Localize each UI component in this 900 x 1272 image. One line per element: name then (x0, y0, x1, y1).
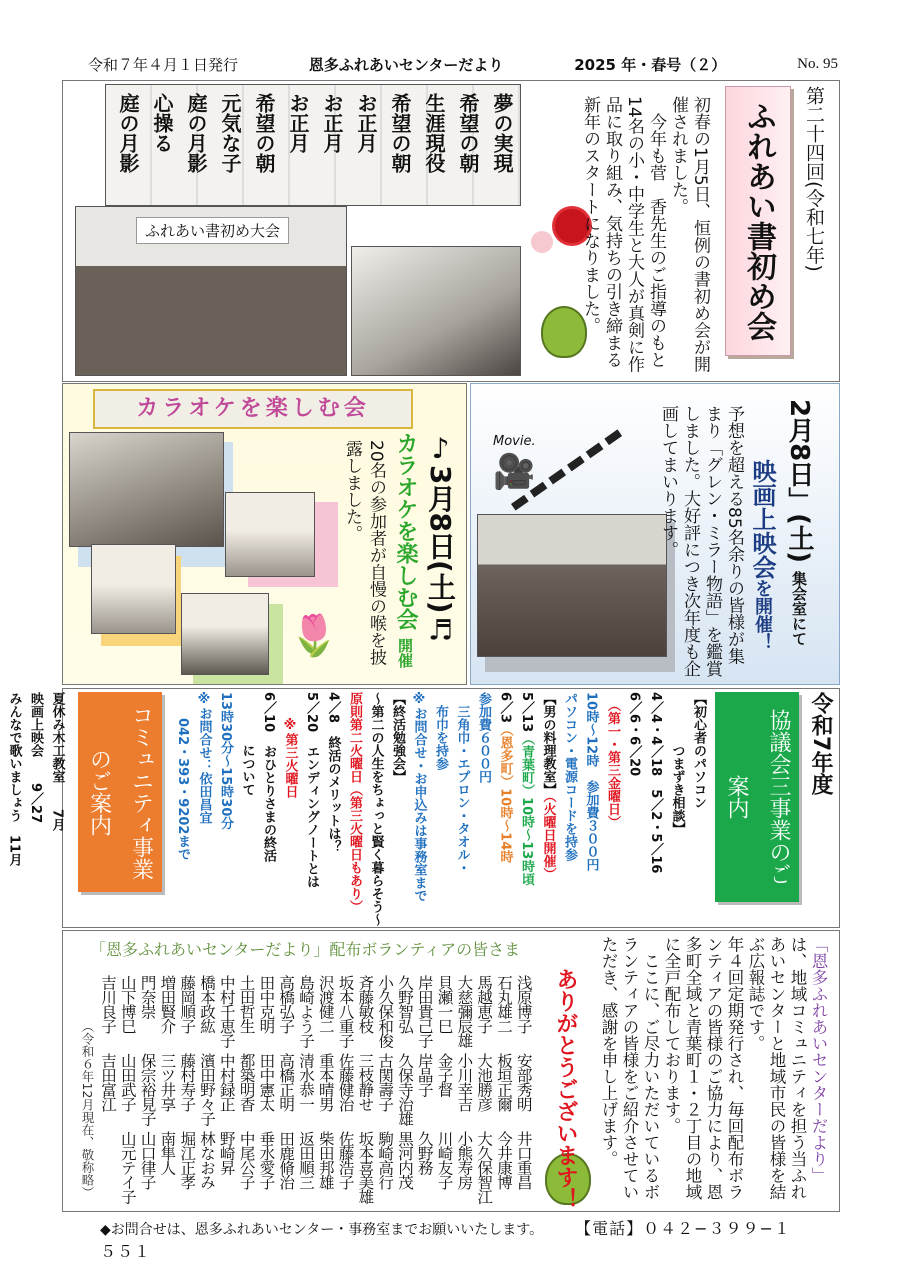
calligraphy-sheet: 生涯現役 (422, 93, 446, 173)
volunteer-name: 返田順三 (296, 1131, 315, 1189)
events-year: 令和7年度 (808, 692, 833, 796)
calligraphy-sheet: 庭の月影 (184, 93, 208, 173)
events-text (3, 692, 835, 928)
volunteer-name: 古関壽子 (376, 1053, 395, 1111)
event-line (623, 692, 645, 928)
event-line (580, 692, 602, 928)
movie-section (470, 383, 840, 685)
kakizome-section (62, 80, 840, 382)
karaoke-singer-photo (181, 593, 269, 675)
volunteer-name: 斉藤敏枝 (356, 975, 375, 1033)
event-line (602, 692, 624, 928)
kakizome-paragraph: 初春の1月5日、恒例の書初め会が開催されました。 (668, 96, 710, 373)
volunteer-name: 門奈崇 (138, 975, 157, 1019)
volunteer-name: 山元テイ子 (118, 1131, 137, 1204)
intro-paragraph: 年４回定期発行され、毎回配布ボランティアの皆様のご協力により、恩多町全域と青葉町１・２丁目の地域に全戸配布しております。 (662, 936, 744, 1200)
movie-event-suffix: を開催！ (752, 579, 773, 651)
volunteer-row (496, 975, 512, 1215)
thanks-message: ありがとうございます！ (553, 968, 578, 1210)
volunteer-name: 堀江正孝 (178, 1131, 197, 1189)
event-line (322, 692, 344, 928)
event-text: 6／10 おひとりさまの終活 (261, 692, 276, 863)
issue-label: 2025 年・春号（２） (574, 55, 727, 74)
volunteer-name: 三枝静せ (356, 1053, 375, 1111)
volunteer-name: 橋本政紘 (197, 975, 216, 1033)
event-line (215, 692, 237, 928)
event-text: 6／6・6／20 (626, 692, 642, 777)
event-text: 布巾を持参 (433, 692, 448, 770)
event-text: 【男の料理教室】 (540, 692, 556, 796)
issue-date: 令和７年４月１日発行 (88, 57, 239, 74)
volunteer-name: 吉川良子 (99, 975, 117, 1033)
event-line (279, 692, 301, 928)
calligraphy-sheet: 元気な子 (218, 93, 242, 173)
volunteer-row (199, 975, 215, 1215)
volunteer-row (516, 975, 532, 1215)
event-line (365, 692, 387, 928)
plum-flower-icon (531, 231, 553, 253)
event-line (688, 692, 710, 928)
volunteer-name: 今井康博 (494, 1131, 513, 1189)
calligraphy-sheet: お正月 (286, 93, 310, 153)
volunteer-name: 佐藤健治 (336, 1053, 355, 1111)
event-text: ※お問合せ：依田昌宜 (196, 692, 212, 824)
event-text: 10時～12時 参加費３００円 (583, 692, 599, 872)
volunteer-row (120, 975, 136, 1215)
volunteer-name: 馬越恵子 (475, 975, 494, 1033)
volunteer-name: 田中憲太 (257, 1053, 276, 1111)
event-line (494, 692, 516, 928)
volunteer-name: 山下博巳 (118, 975, 137, 1033)
event-text: 4／8 終活のメリットは？ (325, 692, 341, 854)
volunteer-name: 三ツ井享 (158, 1053, 177, 1111)
calligraphy-sheet: 希望の朝 (388, 93, 412, 173)
movie-audience-photo (477, 514, 667, 657)
volunteer-name: 駒崎高行 (376, 1131, 395, 1189)
volunteers-intro (598, 936, 829, 1206)
events-section (6, 688, 840, 928)
event-line (473, 692, 495, 928)
event-line (408, 692, 430, 928)
movie-event: 映画上映会 (748, 459, 776, 579)
community-events-heading: コミュニティ事業のご案内 (78, 692, 162, 892)
volunteer-name: 小久保和俊 (376, 975, 395, 1048)
event-line (3, 692, 25, 928)
karaoke-body: 20名の参加者が自慢の喉を披露しました。 (342, 440, 386, 666)
event-line (193, 692, 215, 928)
volunteer-name: 大慈彌辰雄 (455, 975, 474, 1048)
volunteer-name: 保宗裕見子 (138, 1053, 157, 1126)
volunteer-name: 濱田野々子 (197, 1053, 216, 1126)
volunteer-name: 坂本八重子 (336, 975, 355, 1048)
volunteer-name: 浅原博子 (514, 975, 533, 1033)
karaoke-audience-photo (69, 432, 224, 547)
volunteer-row (258, 975, 274, 1215)
event-text: 042・393・9202まで (175, 692, 190, 861)
event-text: 13時30分～15時30分 (218, 692, 233, 830)
event-line (258, 692, 280, 928)
volunteer-name: 中村録正 (217, 1053, 236, 1111)
volunteer-name: 田鹿脩治 (277, 1131, 296, 1189)
event-line (46, 692, 68, 928)
volunteer-name: 石丸雄二 (494, 975, 513, 1033)
volunteer-name: 佐藤浩子 (336, 1131, 355, 1189)
volunteer-row (100, 975, 116, 1215)
event-text: 4／4・4／18 5／2・5／16 (648, 692, 663, 874)
calligraphy-sheet: 庭の月影 (116, 93, 140, 173)
volunteer-name: 小川幸吉 (455, 1053, 474, 1111)
calligraphy-sheet: 希望の朝 (456, 93, 480, 173)
volunteer-name: 安部秀明 (514, 1053, 533, 1111)
volunteer-name: 柴田邦雄 (316, 1131, 335, 1189)
volunteer-name: 板垣正爾 (494, 1053, 513, 1111)
kakizome-text (579, 86, 829, 376)
volunteer-name: 重本晴男 (316, 1053, 335, 1111)
event-line (344, 692, 366, 928)
event-text: 原則第二火曜日（第三火曜日もあり） (347, 692, 362, 913)
volunteer-row (318, 975, 334, 1215)
footer-phone: 【電話】０４２−３９９−１５５１ (100, 1219, 791, 1261)
volunteer-name (100, 1131, 116, 1209)
volunteer-name: 坂本喜美雄 (356, 1131, 375, 1204)
writing-photo (351, 246, 521, 376)
karaoke-section (62, 383, 467, 685)
photo-banner: ふれあい書初め大会 (136, 217, 289, 244)
volunteer-name: 田中克明 (257, 975, 276, 1033)
kakizome-title: ふれあい書初め会 (725, 86, 791, 356)
event-text: 5／20 エンディングノートとは (304, 692, 319, 889)
event-text: 夏休み木工教室 7月 (49, 692, 65, 832)
event-line (559, 692, 581, 928)
volunteer-row (437, 975, 453, 1215)
karaoke-text (340, 432, 458, 680)
volunteer-name: 島崎よう子 (296, 975, 315, 1048)
volunteer-name: 南隼人 (158, 1131, 177, 1175)
volunteer-name: 清水恭一 (296, 1053, 315, 1111)
karaoke-singer-photo (91, 544, 176, 634)
volunteer-name: 大池勝彦 (475, 1053, 494, 1111)
volunteer-names (100, 975, 532, 1215)
event-line (236, 692, 258, 928)
volunteer-name: 高橋正明 (277, 1053, 296, 1111)
movie-body: 予想を超える85名余りの皆様が集まり「グレン・ミラー物語」を鑑賞しました。大好評につき次年度も企画してまいります。 (658, 405, 744, 677)
volunteer-name: 岸田貴己子 (415, 975, 434, 1048)
volunteer-row (179, 975, 195, 1215)
event-text: （火曜日開催） (540, 796, 556, 881)
event-text: （恩多町） (497, 723, 513, 789)
calligraphy-sheet: 夢の実現 (490, 93, 514, 173)
kakizome-paragraph: 今年も菅 香先生のご指導のもと14名の小・中学生と大人が真剣に作品に取り組み、気持ちの引き締まる新年のスタートになりました。 (580, 96, 666, 373)
volunteer-name: 林なおみ (197, 1131, 216, 1189)
event-line (387, 692, 409, 928)
volunteer-row (338, 975, 354, 1215)
volunteer-name: 高橋弘子 (277, 975, 296, 1033)
event-text: 6／3 (497, 692, 513, 724)
volunteers-title: 「恩多ふれあいセンターだより」配布ボランティアの皆さま (90, 940, 521, 959)
volunteer-name: 吉田富江 (99, 1053, 117, 1111)
newsletter-title: 恩多ふれあいセンターだより (308, 55, 504, 74)
event-text: 10時～14時 (497, 788, 513, 864)
footer-contact: ◆お問合せは、恩多ふれあいセンター・事務室までお願いいたします。 (100, 1222, 544, 1238)
intro-paragraph: ここに、ご尽力いただいているボランティアの皆様をご紹介させていただき、感謝を申し上げます。 (599, 936, 660, 1200)
volunteer-name: 久野智弘 (395, 975, 414, 1033)
karaoke-singer-photo (225, 492, 315, 577)
volunteer-row (377, 975, 393, 1215)
calligraphy-sheet: 希望の朝 (252, 93, 276, 173)
volunteer-row (159, 975, 175, 1215)
volunteer-name: 垂水愛子 (257, 1131, 276, 1189)
volunteer-name: 山口律子 (138, 1131, 157, 1189)
calligraphy-sheet: お正月 (320, 93, 344, 153)
volunteer-name: 藤村寿子 (178, 1053, 197, 1111)
event-line (645, 692, 667, 928)
event-text: 【初心者のパソコン (691, 692, 706, 809)
movie-clip-label: Movie. (493, 434, 536, 449)
page-header (88, 52, 838, 76)
volunteer-name: 野崎昇 (217, 1131, 236, 1175)
event-text: 参加費６００円 (476, 692, 491, 783)
volunteer-name: 久野務 (415, 1131, 434, 1175)
event-text: 5／13 (519, 692, 534, 733)
volunteer-name: 土田哲生 (237, 975, 256, 1033)
event-text: ※お問合せ・お申込みは事務室まで (411, 692, 427, 902)
karaoke-held: 開催 (396, 638, 414, 668)
event-line (451, 692, 473, 928)
volunteer-row (397, 975, 413, 1215)
volunteer-name: 岸晶子 (415, 1053, 434, 1097)
volunteer-row (219, 975, 235, 1215)
karaoke-banner: カラオケを楽しむ会 (93, 389, 413, 429)
volunteer-name: 貝瀬一巳 (435, 975, 454, 1033)
volunteer-row (140, 975, 156, 1215)
projector-icon: 🎥 (493, 452, 536, 492)
volunteer-row (417, 975, 433, 1215)
event-text: 映画上映会 9／27 (28, 692, 43, 824)
volunteer-name: 都築明香 (237, 1053, 256, 1111)
event-text: パソコン・電源コードを持参 (562, 692, 577, 861)
karaoke-name: カラオケを楽しむ会 (393, 432, 418, 630)
event-text: 三角巾・エプロン・タオル・ (454, 692, 470, 874)
footer (100, 1216, 800, 1262)
calligraphy-sheet: 心操る (150, 93, 174, 153)
volunteer-name: 久保寺治雄 (395, 1053, 414, 1126)
volunteers-note: （令和６年12月現在、敬称略） (80, 1020, 95, 1199)
event-text: （第一・第三金曜日） (605, 692, 620, 829)
event-text: 【終活勉強会】 (390, 692, 405, 783)
event-line (666, 692, 688, 928)
volunteer-row (278, 975, 294, 1215)
event-line (430, 692, 452, 928)
issue-number: No. 95 (797, 55, 838, 72)
volunteer-name: 井口重昌 (514, 1131, 533, 1189)
volunteer-name: 藤岡順子 (178, 975, 197, 1033)
calligraphy-photo (105, 84, 521, 206)
volunteer-row (476, 975, 492, 1215)
volunteer-row (298, 975, 314, 1215)
intro-title: 「恩多ふれあいセンターだより」 (809, 936, 828, 1184)
event-line (172, 692, 194, 928)
volunteer-name: 小熊寿房 (455, 1131, 474, 1189)
event-text: みんなで歌いましょう 11月 (6, 692, 22, 867)
volunteer-row (456, 975, 472, 1215)
volunteer-row (239, 975, 255, 1215)
event-line (301, 692, 323, 928)
event-text: ～第二の人生をちょっと賢く暮らそう～ (368, 692, 384, 926)
tulip-icon: 🌷 (289, 613, 339, 659)
volunteer-name: 中村千恵子 (217, 975, 236, 1048)
event-line (25, 692, 47, 928)
calligraphy-sheet: お正月 (354, 93, 378, 153)
volunteer-name: 金子督 (435, 1053, 454, 1097)
volunteer-row (357, 975, 373, 1215)
volunteer-name: 黒河内茂 (395, 1131, 414, 1189)
volunteer-name: 山田武子 (118, 1053, 137, 1111)
volunteer-name: 増田賢介 (158, 975, 177, 1033)
volunteer-name: 川崎友子 (435, 1131, 454, 1189)
intro-text: は、地域コミュニティを担う当ふれあいセンターと地域市民の皆様を結ぶ広報誌です。 (746, 936, 807, 1200)
council-events-heading: 協議会三事業のご案内 (715, 692, 799, 902)
movie-date: 2月8日」(土) (784, 399, 814, 563)
movie-text (651, 399, 819, 679)
event-text: （青葉町） (519, 732, 534, 798)
movie-place: 集会室にて (790, 570, 808, 646)
volunteer-name: 大久保智江 (475, 1131, 494, 1204)
series-label: 第二十四回(令和七年) (803, 86, 825, 272)
event-text: 10時～13時頃 (519, 797, 534, 886)
group-photo (75, 206, 347, 376)
event-line (537, 692, 559, 928)
event-text: について (239, 692, 255, 796)
event-text: ※第三火曜日 (282, 692, 298, 798)
volunteer-name: 中尾公子 (237, 1131, 256, 1189)
event-line (516, 692, 538, 928)
event-text: つまずき相談】 (669, 692, 685, 835)
karaoke-date: ♪3月8日(土)♬ (424, 432, 457, 647)
volunteer-name: 沢渡健二 (316, 975, 335, 1033)
